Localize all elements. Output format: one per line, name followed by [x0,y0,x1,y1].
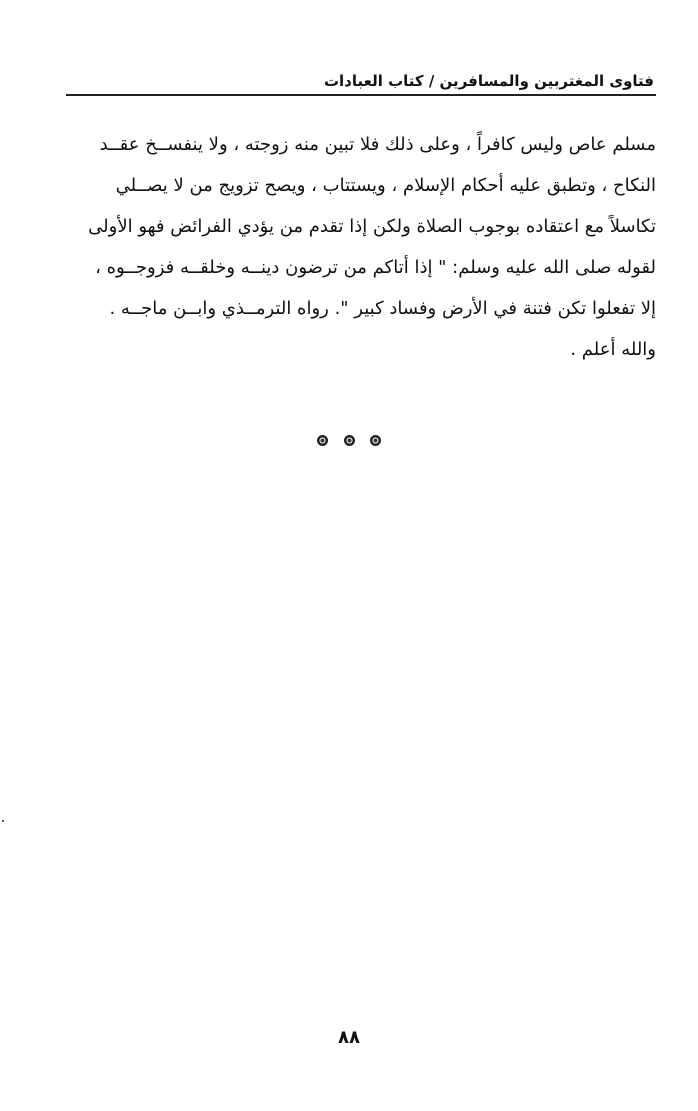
section-ornaments [0,431,698,450]
page-number: ٨٨ [338,1027,360,1048]
floral-ornament-icon [370,435,381,446]
body-text [64,124,656,370]
body-line: مسلم عاص وليس كافراً ، وعلى ذلك فلا تبين منه زوجته ، ولا ينفســخ عقــد [99,134,656,155]
scan-speck [2,820,4,822]
running-header: فتاوى المغتربين والمسافرين / كتاب العبادات [323,72,654,90]
body-line: لقوله صلى الله عليه وسلم: " إذا أتاكم من ترضون دينــه وخلقــه فزوجــوه ، [95,257,656,278]
body-line: والله أعلم . [570,339,656,360]
floral-ornament-icon [317,435,328,446]
body-line: تكاسلاً مع اعتقاده بوجوب الصلاة ولكن إذا تقدم من يؤدي الفرائض فهو الأولى [88,216,656,237]
header-divider [66,94,656,96]
body-line: إلا تفعلوا تكن فتنة في الأرض وفساد كبير ". رواه الترمــذي وابــن ماجــه . [109,298,656,319]
body-line: النكاح ، وتطبق عليه أحكام الإسلام ، ويستتاب ، ويصح تزويج من لا يصــلي [115,175,656,196]
floral-ornament-icon [344,435,355,446]
